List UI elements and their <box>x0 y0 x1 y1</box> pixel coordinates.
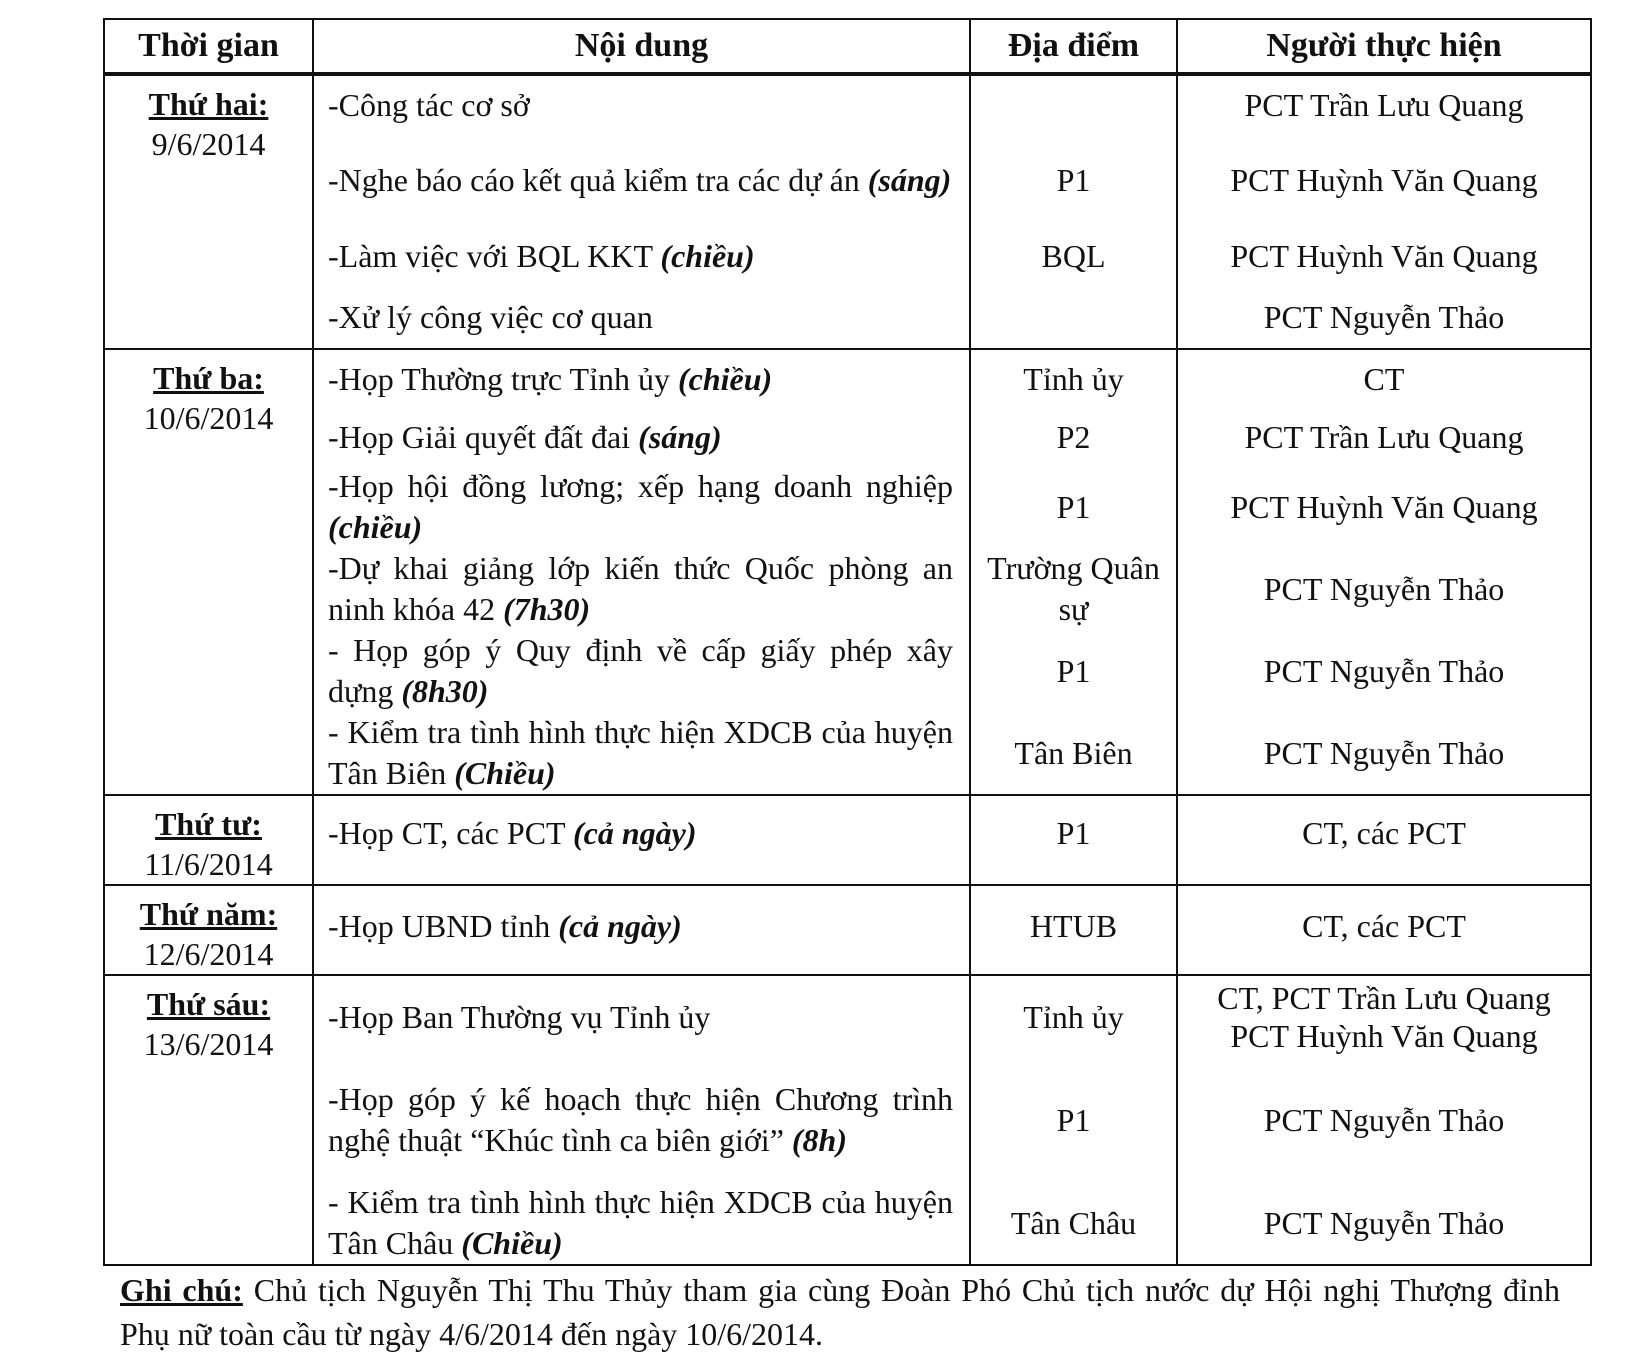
content-cell <box>313 74 970 349</box>
activity-place: P1 <box>1056 652 1091 689</box>
activity-place: P1 <box>1056 488 1091 525</box>
activity-text <box>314 976 969 1058</box>
content-cell <box>313 795 970 885</box>
day-date: 12/6/2014 <box>143 936 274 972</box>
day-name: Thứ ba: <box>153 360 264 396</box>
place-cell <box>970 885 1177 975</box>
header-person: Người thực hiện <box>1177 19 1591 74</box>
activity-time-note: (8h) <box>791 1122 847 1158</box>
activity-description: -Họp UBND tỉnh <box>328 907 551 944</box>
day-cell <box>104 975 313 1265</box>
activity-place: P1 <box>1056 161 1091 198</box>
activity-text <box>314 286 969 348</box>
header-content: Nội dung <box>313 19 970 74</box>
place-cell <box>970 975 1177 1265</box>
activity-text <box>314 134 969 226</box>
activity-description: - Họp góp ý Quy định về cấp giấy phép xây dựng <box>328 632 953 709</box>
day-name: Thứ tư: <box>155 806 262 842</box>
activity-place: BQL <box>1041 237 1106 274</box>
header-row <box>104 19 1591 74</box>
activity-person: CT <box>1363 360 1405 397</box>
activity-text <box>314 886 969 966</box>
content-cell <box>313 349 970 795</box>
activity-person: PCT Huỳnh Văn Quang <box>1230 237 1538 274</box>
day-cell <box>104 885 313 975</box>
day-date: 13/6/2014 <box>143 1026 274 1062</box>
activity-text <box>314 630 969 712</box>
header-place: Địa điểm <box>970 19 1177 74</box>
person-cell <box>1177 795 1591 885</box>
footnote-text: Chủ tịch Nguyễn Thị Thu Thủy tham gia cùng Đoàn Phó Chủ tịch nước dự Hội nghị Thượng đỉnh Phụ nữ toàn cầu từ ngày 4/6/2014 đến ngày 10/6/2014. <box>120 1272 1561 1352</box>
activity-description: - Kiểm tra tình hình thực hiện XDCB của huyện Tân Biên <box>328 714 953 791</box>
activity-person: CT, các PCT <box>1302 907 1466 944</box>
activity-place: HTUB <box>1029 907 1118 944</box>
activity-description: -Họp Thường trực Tỉnh ủy <box>328 360 670 397</box>
activity-time-note: (chiều) <box>328 509 423 545</box>
activity-text <box>314 796 969 870</box>
activity-description: -Làm việc với BQL KKT <box>328 237 653 274</box>
activity-person: PCT Nguyễn Thảo <box>1263 734 1505 771</box>
activity-person: CT, các PCT <box>1302 814 1466 851</box>
activity-text <box>314 1058 969 1182</box>
person-cell <box>1177 74 1591 349</box>
activity-place: Tỉnh ủy <box>1023 360 1124 397</box>
activity-person: PCT Huỳnh Văn Quang <box>1230 488 1538 525</box>
activity-description: -Nghe báo cáo kết quả kiểm tra các dự án <box>328 161 860 198</box>
activity-description: - Kiểm tra tình hình thực hiện XDCB của huyện Tân Châu <box>328 1184 953 1261</box>
day-row <box>104 349 1591 795</box>
schedule-table <box>103 18 1592 1266</box>
activity-place: Tân Châu <box>1010 1204 1137 1241</box>
activity-person: PCT Nguyễn Thảo <box>1263 1101 1505 1138</box>
activity-person: CT, PCT Trần Lưu Quang PCT Huỳnh Văn Quang <box>1217 980 1551 1054</box>
header-time: Thời gian <box>104 19 313 74</box>
activity-place: Tỉnh ủy <box>1023 998 1124 1035</box>
day-cell <box>104 795 313 885</box>
activity-person: PCT Huỳnh Văn Quang <box>1230 161 1538 198</box>
schedule-body <box>104 74 1591 1265</box>
activity-description: -Họp Giải quyết đất đai <box>328 418 631 455</box>
activity-text <box>314 466 969 548</box>
footnote <box>120 1268 1560 1356</box>
activity-person: PCT Trần Lưu Quang <box>1244 86 1524 123</box>
footnote-label: Ghi chú: <box>120 1272 243 1308</box>
activity-place: P2 <box>1056 418 1091 455</box>
schedule-sheet <box>103 18 1590 1266</box>
day-name: Thứ hai: <box>148 86 269 122</box>
day-row <box>104 975 1591 1265</box>
day-row <box>104 74 1591 349</box>
place-cell <box>970 74 1177 349</box>
place-cell <box>970 795 1177 885</box>
activity-text <box>314 226 969 286</box>
activity-time-note: (sáng) <box>867 161 952 198</box>
content-cell <box>313 885 970 975</box>
activity-time-note: (cả ngày) <box>558 907 682 944</box>
day-row <box>104 795 1591 885</box>
activity-person: PCT Trần Lưu Quang <box>1244 418 1524 455</box>
day-date: 10/6/2014 <box>143 400 274 436</box>
activity-time-note: (7h30) <box>503 591 591 627</box>
activity-time-note: (chiều) <box>677 360 773 397</box>
activity-person: PCT Nguyễn Thảo <box>1263 298 1505 335</box>
day-date: 11/6/2014 <box>144 846 273 882</box>
activity-description: -Công tác cơ sở <box>328 86 530 123</box>
day-name: Thứ năm: <box>139 896 278 932</box>
activity-time-note: (Chiều) <box>454 755 556 791</box>
activity-text <box>314 712 969 794</box>
person-cell <box>1177 975 1591 1265</box>
activity-time-note: (8h30) <box>401 673 489 709</box>
activity-text <box>314 76 969 134</box>
day-cell <box>104 74 313 349</box>
day-cell <box>104 349 313 795</box>
activity-text <box>314 1182 969 1264</box>
place-cell <box>970 349 1177 795</box>
activity-place: P1 <box>1056 1101 1091 1138</box>
activity-person: PCT Nguyễn Thảo <box>1263 1204 1505 1241</box>
activity-description: -Họp Ban Thường vụ Tỉnh ủy <box>328 998 711 1035</box>
activity-text <box>314 350 969 408</box>
person-cell <box>1177 349 1591 795</box>
activity-time-note: (chiều) <box>660 237 755 274</box>
activity-description: -Họp CT, các PCT <box>328 814 565 851</box>
activity-text <box>314 408 969 466</box>
activity-person: PCT Nguyễn Thảo <box>1263 652 1505 689</box>
activity-time-note: (Chiều) <box>461 1225 563 1261</box>
activity-time-note: (cả ngày) <box>573 814 697 851</box>
activity-description: -Họp góp ý kế hoạch thực hiện Chương trình nghệ thuật “Khúc tình ca biên giới” <box>328 1081 953 1158</box>
activity-description: -Xử lý công việc cơ quan <box>328 298 653 335</box>
day-date: 9/6/2014 <box>151 126 266 162</box>
day-row <box>104 885 1591 975</box>
activity-person: PCT Nguyễn Thảo <box>1263 570 1505 607</box>
content-cell <box>313 975 970 1265</box>
day-name: Thứ sáu: <box>146 986 271 1022</box>
activity-place: Trường Quân sự <box>987 550 1160 627</box>
activity-description: -Họp hội đồng lương; xếp hạng doanh nghiệp <box>328 468 953 504</box>
activity-place: P1 <box>1056 814 1091 851</box>
activity-text <box>314 548 969 630</box>
person-cell <box>1177 885 1591 975</box>
activity-description: -Dự khai giảng lớp kiến thức Quốc phòng an ninh khóa 42 <box>328 550 953 627</box>
activity-place: Tân Biên <box>1014 734 1133 771</box>
activity-time-note: (sáng) <box>638 418 722 455</box>
